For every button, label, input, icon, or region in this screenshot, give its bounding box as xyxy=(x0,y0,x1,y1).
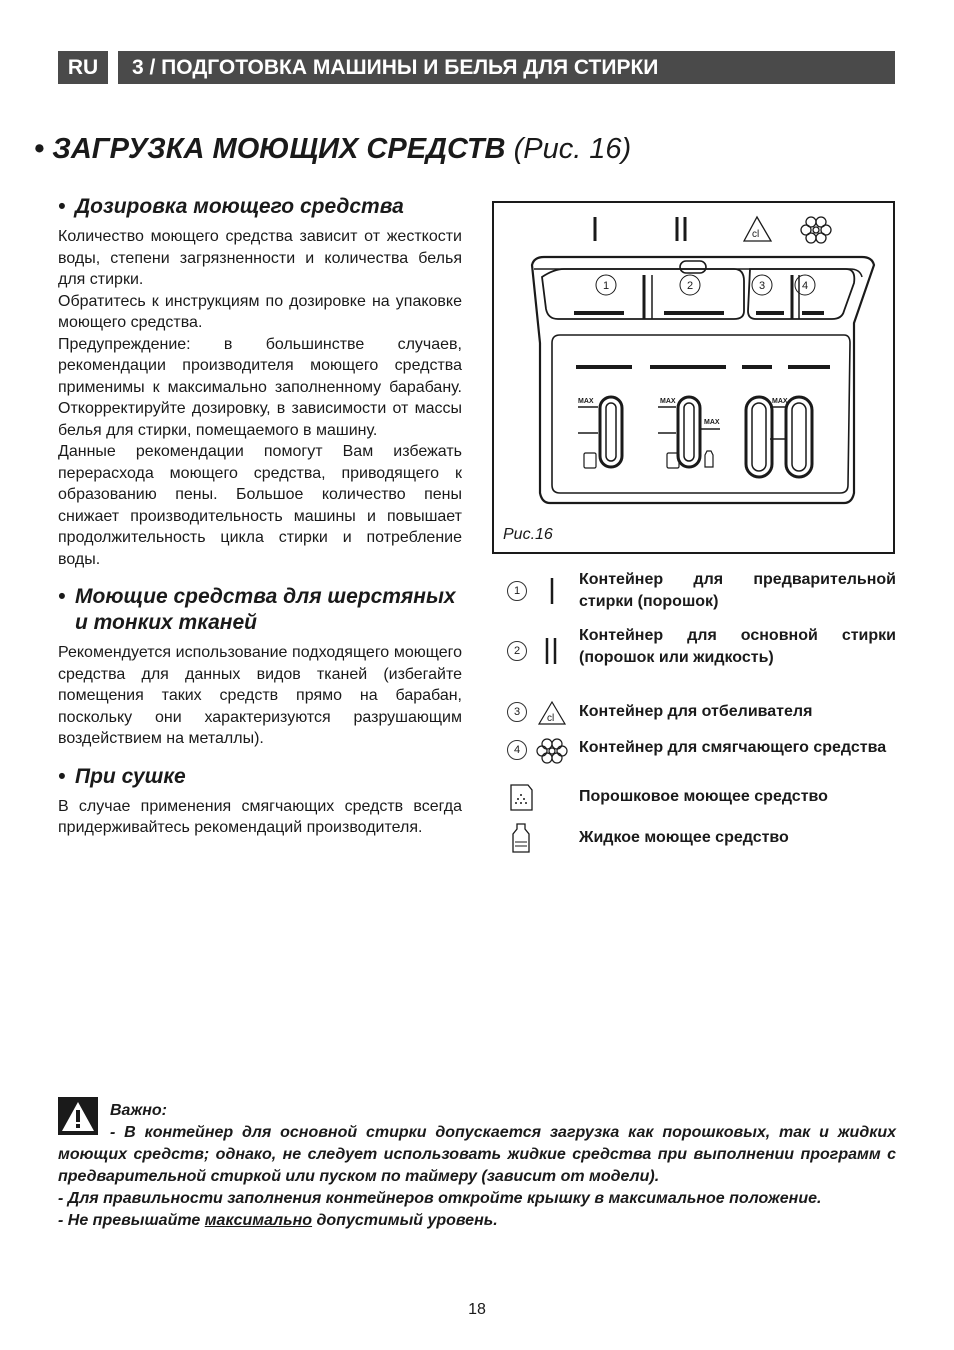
mainwash-II-icon xyxy=(532,636,572,666)
section-heading-dosage: • Дозировка моющего средства xyxy=(58,195,404,218)
svg-text:cl: cl xyxy=(547,713,555,724)
powder-box-icon xyxy=(506,782,536,812)
notice-emphasis: максимально xyxy=(204,1212,313,1229)
chapter-header: 3 / ПОДГОТОВКА МАШИНЫ И БЕЛЬЯ ДЛЯ СТИРКИ xyxy=(118,51,895,84)
mainwash-II-icon xyxy=(677,217,685,241)
figure-reference: (Рис. 16) xyxy=(513,133,632,165)
heading-text: Моющие средства для шерстяных и тонких тканей xyxy=(75,585,456,634)
svg-text:cl: cl xyxy=(752,229,760,240)
paragraph: Предупреждение: в большинстве случаев, рекомендации производителя моющего средства применимы к максимально заполненному барабану. Откорректируйте дозировку, в зависимости от массы белья для стирки, помещаемого в машину. xyxy=(58,335,462,439)
section-body-drying xyxy=(58,796,462,839)
legend-item xyxy=(500,782,900,812)
liquid-bottle-icon xyxy=(506,822,536,854)
notice-title: Важно: xyxy=(110,1102,167,1119)
legend-text: Контейнер для смягчающего средства xyxy=(579,739,887,756)
max-label: MAX xyxy=(772,398,788,405)
paragraph: Количество моющего средства зависит от жесткости воды, степени загрязненности и количества белья для стирки. xyxy=(58,228,462,288)
notice-line xyxy=(58,1122,896,1188)
paragraph: Обратитесь к инструкциям по дозировке на упаковке моющего средства. xyxy=(58,292,462,331)
number-badge: 2 xyxy=(507,641,527,661)
detergent-drawer-figure xyxy=(492,201,895,554)
compartment-number: 3 xyxy=(758,280,766,292)
compartment-number: 2 xyxy=(686,280,694,292)
compartment-number-badges xyxy=(596,275,815,295)
section-heading-drying: • При сушке xyxy=(58,764,186,788)
notice-text: - В контейнер для основной стирки допускается загрузка как порошковых, так и жидких моющих средств; однако, не следует использовать жидкие средства при выполнении программ с предварительной стиркой или пуском по таймеру (зависит от модели). xyxy=(58,1124,896,1185)
language-badge: RU xyxy=(58,51,108,84)
figure-caption: Рис.16 xyxy=(503,526,553,543)
number-badge: 3 xyxy=(507,702,527,722)
section-body-dosage xyxy=(58,226,462,570)
bleach-triangle-icon xyxy=(744,217,771,241)
compartment-number: 1 xyxy=(602,280,610,292)
section-heading-wool: • Моющие средства для шерстяных и тонких тканей xyxy=(58,584,462,636)
paragraph: В случае применения смягчающих средств всегда придерживайтесь рекомендаций производителя. xyxy=(58,797,462,836)
page-title xyxy=(34,133,631,166)
notice-text: допустимый уровень. xyxy=(316,1212,498,1229)
section-body-wool xyxy=(58,642,462,750)
left-column xyxy=(58,194,462,839)
notice-line xyxy=(58,1210,896,1232)
compartment-number: 4 xyxy=(801,280,809,292)
title-bullet: • xyxy=(34,133,45,165)
legend-text: Порошковое моющее средство xyxy=(579,788,828,805)
number-badge: 4 xyxy=(507,740,527,760)
legend-item xyxy=(500,626,900,672)
legend-text: Контейнер для отбеливателя xyxy=(579,703,813,720)
legend-item xyxy=(500,736,900,782)
legend-text: Жидкое моющее средство xyxy=(579,829,789,846)
heading-text: Дозировка моющего средства xyxy=(75,195,404,218)
bleach-triangle-icon xyxy=(532,700,572,726)
drawer-illustration xyxy=(494,203,893,552)
important-notice xyxy=(58,1100,896,1232)
legend-text: Контейнер для основной стирки (порошок или жидкость) xyxy=(579,627,896,666)
number-badge: 1 xyxy=(507,581,527,601)
title-text: ЗАГРУЗКА МОЮЩИХ СРЕДСТВ xyxy=(52,133,506,165)
softener-flower-icon xyxy=(801,217,831,243)
paragraph: Данные рекомендации помогут Вам избежать перерасхода моющего средства, приводящего к образованию пены. Большое количество пены снижает производительность машины и повышает продолжительность цикла стирки и потребление воды. xyxy=(58,443,462,568)
liquid-bottle-icon xyxy=(705,451,713,467)
notice-text: - Не превышайте xyxy=(58,1212,201,1229)
page-number: 18 xyxy=(468,1301,486,1318)
legend-item xyxy=(500,822,900,854)
paragraph: Рекомендуется использование подходящего моющего средства для данных видов тканей (избегайте помещения таких средств прямо на барабан, поскольку они характеризуются разрушающим воздействием на металлы). xyxy=(58,644,462,747)
legend-item xyxy=(500,570,900,616)
max-label: MAX xyxy=(704,419,720,426)
max-label: MAX xyxy=(660,398,676,405)
legend-text: Контейнер для предварительной стирки (порошок) xyxy=(579,571,896,610)
powder-box-icon xyxy=(584,453,596,468)
notice-line: - Для правильности заполнения контейнеров откройте крышку в максимальное положение. xyxy=(58,1190,822,1207)
softener-flower-icon xyxy=(532,736,572,766)
legend-item xyxy=(500,700,900,728)
max-label: MAX xyxy=(578,398,594,405)
heading-text: При сушке xyxy=(75,764,186,788)
prewash-I-icon xyxy=(532,576,572,606)
